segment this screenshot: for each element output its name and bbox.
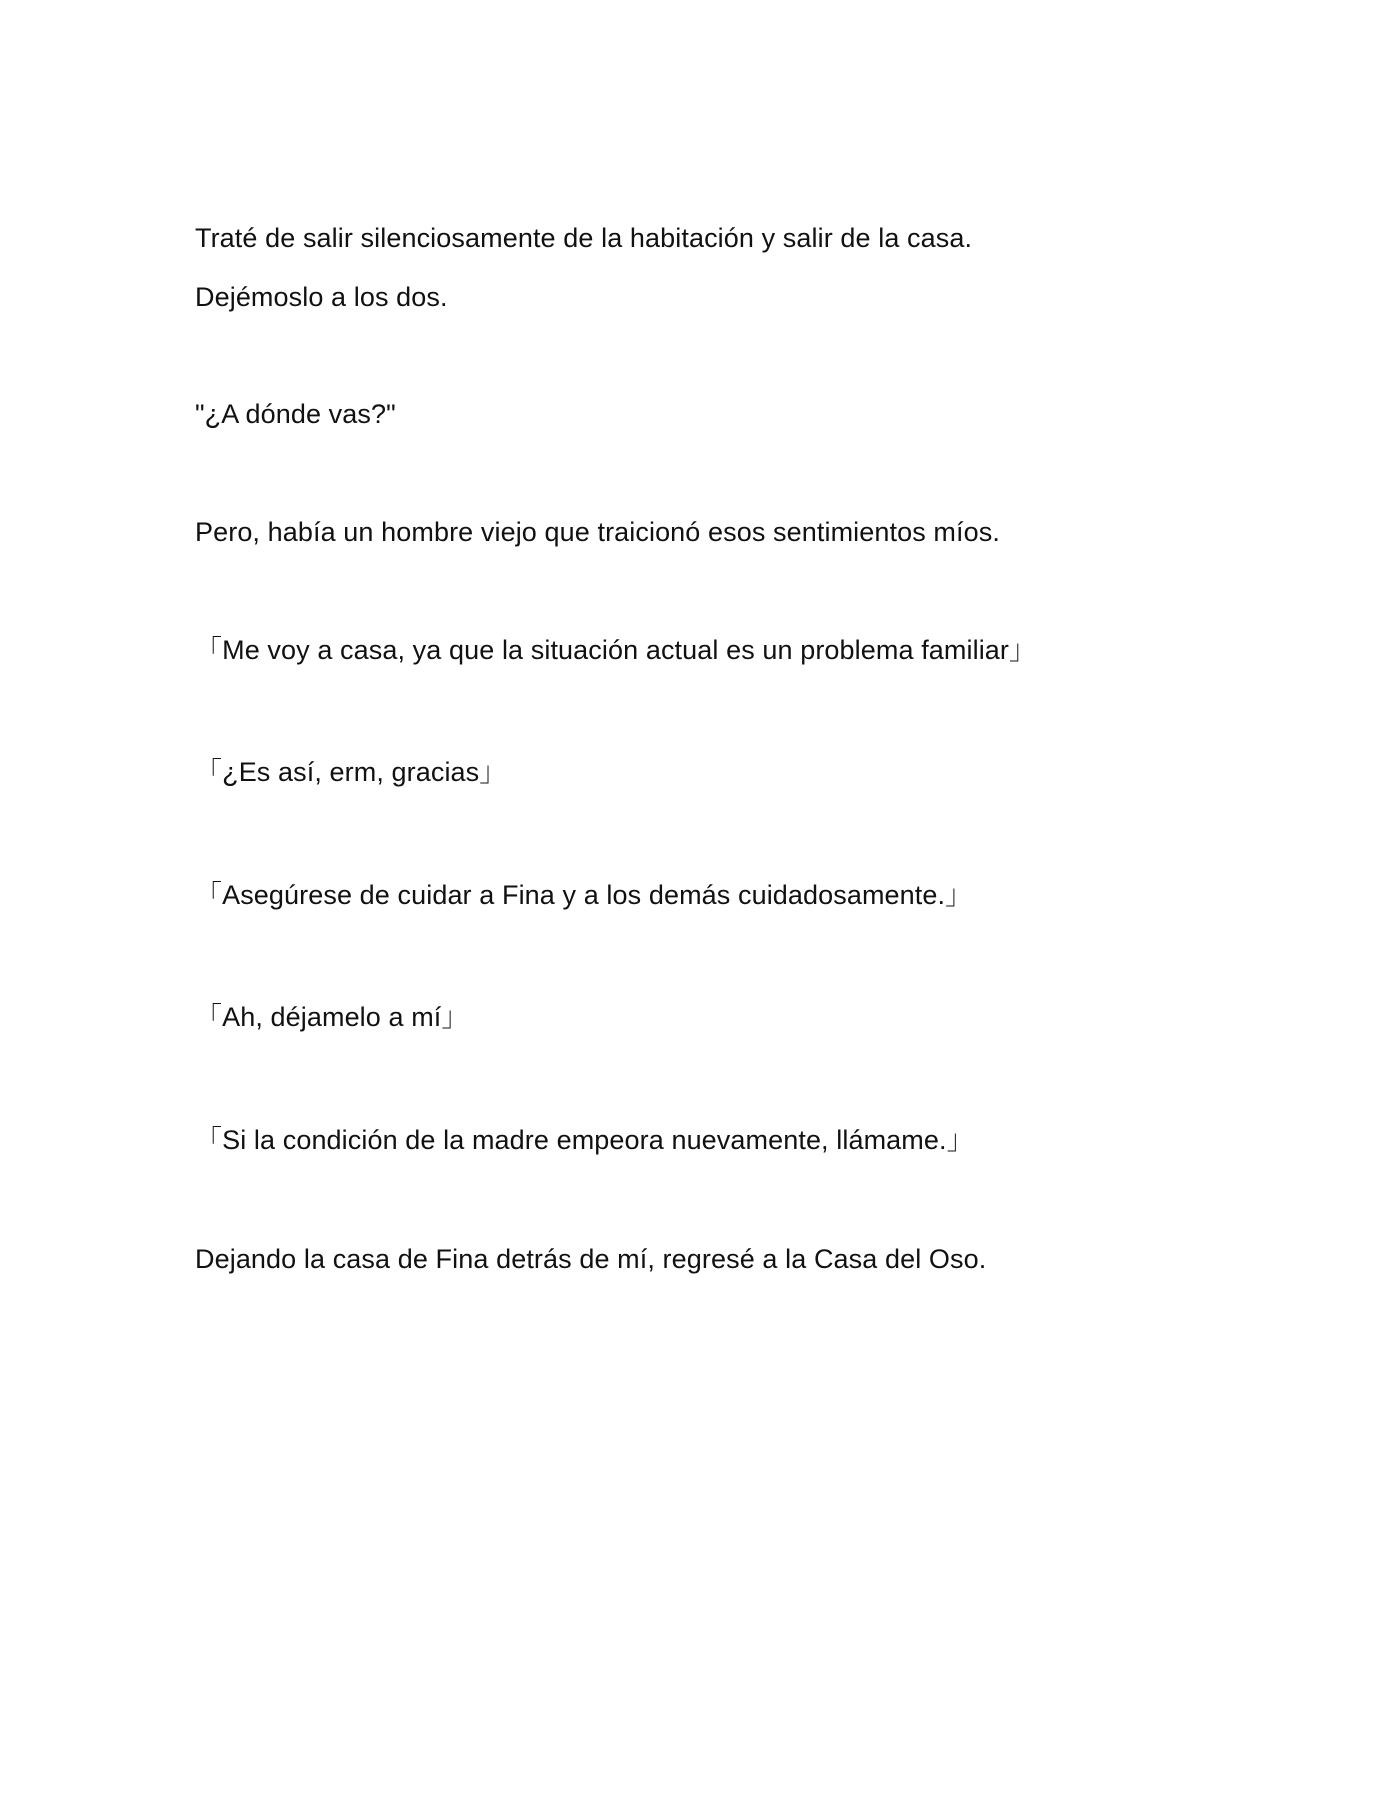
dialogue-line: 「Ah, déjamelo a mí」	[195, 1002, 469, 1032]
narration-line: Dejando la casa de Fina detrás de mí, regresé a la Casa del Oso.	[195, 1244, 987, 1274]
narration-line: Traté de salir silenciosamente de la habitación y salir de la casa.	[195, 223, 973, 253]
dialogue-line: 「Si la condición de la madre empeora nuevamente, llámame.」	[195, 1125, 974, 1155]
narration-line: Dejémoslo a los dos.	[195, 282, 448, 312]
dialogue-line: 「Asegúrese de cuidar a Fina y a los demás cuidadosamente.」	[195, 880, 973, 910]
dialogue-line: 「Me voy a casa, ya que la situación actual es un problema familiar」	[195, 635, 1037, 665]
dialogue-line: 「¿Es así, erm, gracias」	[195, 757, 507, 787]
narration-line: Pero, había un hombre viejo que traicionó esos sentimientos míos.	[195, 517, 1000, 547]
dialogue-line: "¿A dónde vas?"	[195, 399, 396, 429]
